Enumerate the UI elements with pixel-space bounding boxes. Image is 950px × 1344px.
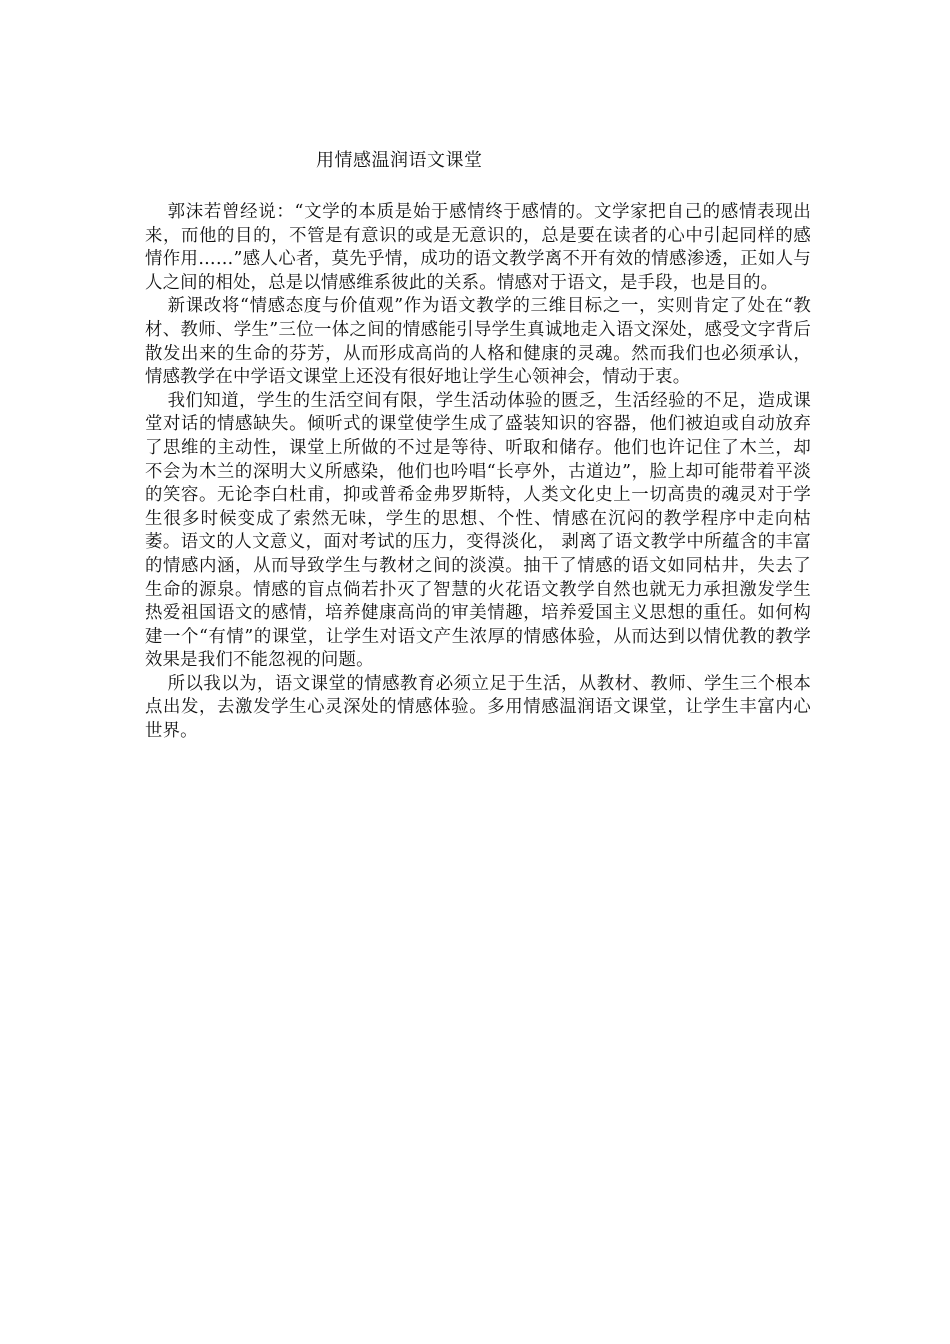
document-title: 用情感温润语文课堂 bbox=[316, 150, 483, 171]
document-body bbox=[145, 201, 811, 744]
paragraph-2: 新课改将“情感态度与价值观”作为语文教学的三维目标之一，实则肯定了处在“教材、教师、学生”三位一体之间的情感能引导学生真诚地走入语文深处，感受文字背后散发出来的生命的芬芳，从而形成高尚的人格和健康的灵魂。然而我们也必须承认，情感教学在中学语文课堂上还没有很好地让学生心领神会，情动于衷。 bbox=[145, 296, 811, 388]
paragraph-4: 所以我以为，语文课堂的情感教育必须立足于生活，从教材、教师、学生三个根本点出发，去激发学生心灵深处的情感体验。多用情感温润语文课堂，让学生丰富内心世界。 bbox=[145, 673, 811, 742]
paragraph-3: 我们知道，学生的生活空间有限，学生活动体验的匮乏，生活经验的不足，造成课堂对话的情感缺失。倾听式的课堂使学生成了盛装知识的容器，他们被迫或自动放弃了思维的主动性，课堂上所做的不过是等待、听取和储存。他们也许记住了木兰，却不会为木兰的深明大义所感染，他们也吟唱“长亭外，古道边”，脸上却可能带着平淡的笑容。无论李白杜甫，抑或普希金弗罗斯特，人类文化史上一切高贵的魂灵对于学生很多时候变成了索然无味，学生的思想、个性、情感在沉闷的教学程序中走向枯萎。语文的人文意义，面对考试的压力，变得淡化， 剥离了语文教学中所蕴含的丰富的情感内涵，从而导致学生与教材之间的淡漠。抽干了情感的语文如同枯井，失去了生命的源泉。情感的盲点倘若扑灭了智慧的火花语文教学自然也就无力承担激发学生热爱祖国语文的感情，培养健康高尚的审美情趣，培养爱国主义思想的重任。如何构建一个“有情”的课堂，让学生对语文产生浓厚的情感体验，从而达到以情优教的教学效果是我们不能忽视的问题。 bbox=[145, 390, 811, 671]
paragraph-1: 郭沫若曾经说：“文学的本质是始于感情终于感情的。文学家把自己的感情表现出来，而他的目的，不管是有意识的或是无意识的，总是要在读者的心中引起同样的感情作用……”感人心者，莫先乎情，成功的语文教学离不开有效的情感渗透，正如人与人之间的相处，总是以情感维系彼此的关系。情感对于语文，是手段，也是目的。 bbox=[145, 202, 811, 293]
